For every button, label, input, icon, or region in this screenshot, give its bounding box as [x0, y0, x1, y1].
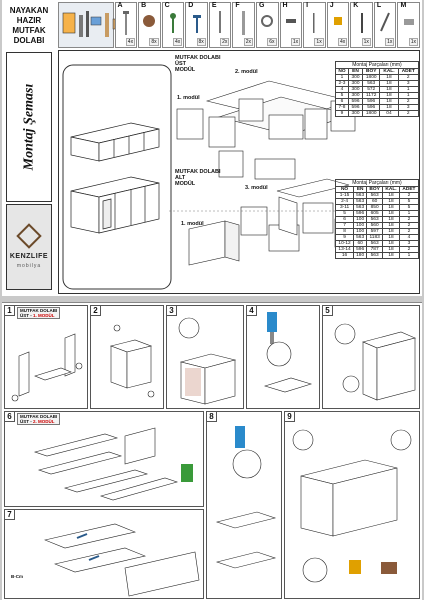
step-2-number: 2: [91, 306, 101, 316]
table-cell: 18: [383, 241, 400, 247]
assembly-steps-sheet: [2, 302, 422, 600]
table-cell: 9: [336, 111, 349, 117]
brand-subtitle: mobilya: [16, 263, 42, 269]
table-cell: 18: [383, 235, 400, 241]
part-h-handle-icon: H 1x: [280, 2, 303, 48]
title-line-1: NAYAKAN: [9, 6, 49, 15]
upper-table-caption: Montaj Parçaları (mm): [335, 61, 419, 68]
assembly-schema-panel: [58, 50, 420, 294]
table-cell: 100: [354, 217, 367, 223]
table-cell: 563: [367, 253, 383, 259]
step-1-diagram: [5, 306, 88, 409]
table-cell: 18: [383, 211, 400, 217]
table-cell: 3: [399, 241, 418, 247]
step-5-diagram: [323, 306, 420, 409]
table-cell: 572: [363, 87, 380, 93]
table-cell: 787: [367, 247, 383, 253]
side-column: [6, 52, 56, 292]
part-a-screw-icon: A 4x: [115, 2, 138, 48]
table-cell: 7-8: [336, 105, 349, 111]
step-8-diagram: [207, 412, 282, 599]
step-6-panel: [4, 411, 204, 507]
table-cell: 4: [336, 87, 349, 93]
table-cell: 597: [367, 229, 383, 235]
table-cell: 563: [367, 193, 383, 199]
step-5-panel: [322, 305, 420, 409]
step-5-number: 5: [323, 306, 333, 316]
title-line-4: DOLABI: [13, 36, 45, 45]
table-cell: 18: [383, 217, 400, 223]
lower-module-label: MUTFAK DOLABI ALT MODÜL: [175, 169, 221, 187]
table-cell: 100: [354, 223, 367, 229]
table-cell: 560: [367, 223, 383, 229]
table-cell: 1-15: [336, 193, 354, 199]
table-cell: 4: [399, 235, 418, 241]
tool-set-icon: [58, 2, 114, 48]
table-cell: 18: [383, 253, 400, 259]
table-cell: 2: [399, 217, 418, 223]
table-cell: 2: [398, 99, 419, 105]
table-cell: 1172: [363, 93, 380, 99]
upper-modul-2-label: 2. modül: [235, 69, 258, 75]
table-cell: 3: [398, 105, 419, 111]
table-cell: 563: [367, 241, 383, 247]
step-9-diagram: [285, 412, 420, 599]
step-2-panel: [90, 305, 164, 409]
title-line-2: HAZIR: [16, 16, 42, 25]
step-7-note: B-Cm: [11, 574, 23, 579]
table-cell: 300: [348, 111, 362, 117]
table-cell: 596: [363, 99, 380, 105]
step-9-panel: [284, 411, 420, 599]
step-4-panel: [246, 305, 320, 409]
hardware-parts-strip: [58, 2, 420, 48]
upper-modul-1-label: 1. modül: [177, 95, 200, 101]
part-i-nail-icon: I 1x: [303, 2, 326, 48]
table-cell: 5: [336, 211, 354, 217]
step-7-panel: [4, 509, 204, 599]
brand-logo: [6, 204, 52, 290]
table-cell: 2-4: [336, 199, 354, 205]
part-e-bolt-icon: E 2x: [209, 2, 232, 48]
part-c-cam-lock-icon: C 4x: [162, 2, 185, 48]
table-cell: 1: [398, 93, 419, 99]
step-1-panel: [4, 305, 88, 409]
table-cell: 563: [354, 199, 367, 205]
table-cell: 18: [380, 93, 398, 99]
table-cell: 18: [380, 87, 398, 93]
table-row: [336, 111, 419, 117]
step-2-diagram: [91, 306, 164, 409]
table-cell: 10-12: [336, 241, 354, 247]
table-cell: 18: [380, 81, 398, 87]
table-cell: 6: [336, 217, 354, 223]
part-m-leg-icon: M 1x: [397, 2, 420, 48]
table-cell: 2-3: [336, 81, 349, 87]
table-cell: 300: [348, 87, 362, 93]
step-7-number: 7: [5, 510, 15, 520]
table-cell: 2: [399, 223, 418, 229]
table-cell: 2: [399, 193, 418, 199]
table-cell: 300: [348, 75, 362, 81]
table-cell: 1800: [363, 111, 380, 117]
table-cell: 6: [336, 99, 349, 105]
step-3-panel: [166, 305, 244, 409]
table-cell: 60: [367, 199, 383, 205]
table-cell: 300: [348, 93, 362, 99]
step-3-diagram: [167, 306, 244, 409]
table-cell: 1: [399, 211, 418, 217]
table-cell: 60: [354, 241, 367, 247]
table-cell: 563: [354, 193, 367, 199]
table-cell: 1800: [363, 75, 380, 81]
table-cell: 9: [336, 235, 354, 241]
table-cell: 5: [399, 205, 418, 211]
table-cell: 300: [348, 81, 362, 87]
table-cell: 850: [367, 205, 383, 211]
table-row: [336, 253, 419, 259]
step-4-diagram: [247, 306, 320, 409]
part-k-pin-icon: K 1x: [350, 2, 373, 48]
table-cell: 605: [367, 211, 383, 217]
table-cell: 5: [336, 93, 349, 99]
step-4-number: 4: [247, 306, 257, 316]
part-g-hinge-icon: G 6x: [256, 2, 279, 48]
product-title: [4, 4, 54, 48]
table-cell: 596: [354, 211, 367, 217]
table-cell: 18: [383, 247, 400, 253]
table-cell: 1: [398, 87, 419, 93]
table-cell: 18: [380, 75, 398, 81]
table-cell: 596: [363, 105, 380, 111]
brand-name: KENZLIFE: [9, 253, 49, 260]
table-cell: 596: [348, 99, 362, 105]
table-cell: 7: [336, 223, 354, 229]
part-j-bracket-icon: J 4x: [327, 2, 350, 48]
table-cell: 5: [399, 199, 418, 205]
step-6-diagram: [5, 412, 204, 507]
table-cell: 100: [354, 229, 367, 235]
table-cell: 180: [354, 253, 367, 259]
step-6-tag: MUTFAK DOLABI ÜST - 2. MODÜL: [17, 413, 60, 425]
brand-diamond-icon: [16, 223, 41, 248]
table-cell: 13-14: [336, 247, 354, 253]
table-cell: 2: [398, 111, 419, 117]
step-3-number: 3: [167, 306, 177, 316]
table-cell: 18: [380, 105, 398, 111]
part-f-rail-icon: F 2x: [232, 2, 255, 48]
table-cell: 18: [383, 193, 400, 199]
table-cell: 596: [348, 105, 362, 111]
table-cell: 3: [398, 81, 419, 87]
table-cell: 1: [399, 253, 418, 259]
table-cell: 1183: [367, 235, 383, 241]
part-b-dowel-icon: B 8x: [138, 2, 161, 48]
vertical-title-text: Montaj Şeması: [21, 83, 36, 171]
step-8-panel: [206, 411, 282, 599]
lower-modul-1-label: 1. modül: [181, 221, 204, 227]
table-cell: 18: [380, 99, 398, 105]
part-d-connector-icon: D 8x: [185, 2, 208, 48]
table-cell: 18: [383, 199, 400, 205]
table-cell: 2: [399, 247, 418, 253]
lower-table-caption: Montaj Parçaları (mm): [335, 179, 419, 186]
table-cell: 8: [336, 229, 354, 235]
table-cell: 16: [336, 253, 354, 259]
table-cell: 563: [354, 205, 367, 211]
table-cell: 04: [380, 111, 398, 117]
table-cell: 1: [336, 75, 349, 81]
table-cell: 18: [383, 223, 400, 229]
table-cell: 3-11: [336, 205, 354, 211]
step-7-diagram: [5, 510, 204, 599]
table-cell: 563: [367, 217, 383, 223]
assembly-schema-sheet: [2, 0, 422, 296]
table-cell: 18: [383, 205, 400, 211]
table-cell: 2: [399, 229, 418, 235]
part-l-wrench-icon: L 1x: [374, 2, 397, 48]
step-8-number: 8: [207, 412, 217, 422]
table-cell: 563: [354, 235, 367, 241]
montaj-semasi-title: [6, 52, 52, 202]
step-1-number: 1: [5, 306, 15, 316]
table-cell: 563: [363, 81, 380, 87]
step-9-number: 9: [285, 412, 295, 422]
table-cell: 596: [354, 247, 367, 253]
upper-module-label: MUTFAK DOLABI ÜST MODÜL: [175, 55, 221, 73]
step-6-number: 6: [5, 412, 15, 422]
table-cell: 18: [383, 229, 400, 235]
table-cell: 2: [398, 75, 419, 81]
title-line-3: MUTFAK: [12, 26, 46, 35]
upper-parts-table: Montaj Parçaları (mm) NO EN BOY KAL. ADET 1 300 1800 18 2 2-3 300 563 18 3 4 300 572 18 1 5 300 1172 18 1 6 596 596 18 2 7-8 596 596 18 3 9 300 1800 04 2: [335, 61, 419, 117]
lower-parts-table: Montaj Parçaları (mm) NO EN BOY KAL. ADET 1-15 563 563 18 2 2-4 563 60 18 5 3-11 563 850 18 5 5 596 605 18 1 6 100 563 18 2 7 100 560 18 2 8 100 597 18 2 9 563 1183 18 4 10-12 60 563 18 3 13-14 596 787 18 2 16 180 563 18 1: [335, 179, 419, 259]
lower-modul-3-label: 3. modül: [245, 185, 268, 191]
step-1-tag: MUTFAK DOLABI ÜST - 1. MODÜL: [17, 307, 60, 319]
